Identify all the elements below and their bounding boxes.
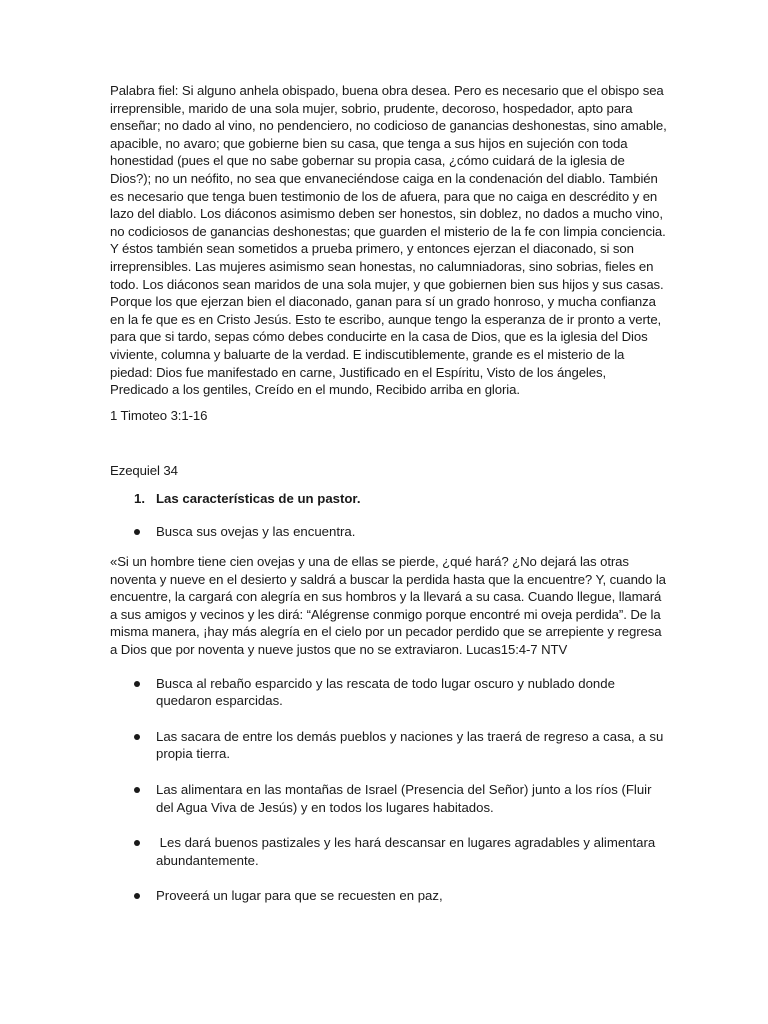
numbered-item-text: Las características de un pastor.	[156, 490, 361, 506]
list-item	[110, 523, 668, 541]
numbered-item	[110, 490, 668, 508]
list-item	[110, 781, 668, 816]
list-item	[110, 834, 668, 869]
scripture-passage: Palabra fiel: Si alguno anhela obispado, buena obra desea. Pero es necesario que el obispo sea irreprensible, marido de una sola mujer, sobrio, prudente, decoroso, hospedador, apto para enseñar; no dado al vino, no pendenciero, no codicioso de ganancias deshonestas, sino amable, apacible, no avaro; que gobierne bien su casa, que tenga a sus hijos en sujeción con toda honestidad (pues el que no sabe gobernar su propia casa, ¿cómo cuidará de la iglesia de Dios?); no un neófito, no sea que envaneciéndose caiga en la condenación del diablo. También es necesario que tenga buen testimonio de los de afuera, para que no caiga en descrédito y en lazo del diablo. Los diáconos asimismo deben ser honestos, sin doblez, no dados a mucho vino, no codiciosos de ganancias deshonestas; que guarden el misterio de la fe con limpia conciencia. Y éstos también sean sometidos a prueba primero, y entonces ejerzan el diaconado, si son irreprensibles. Las mujeres asimismo sean honestas, no calumniadoras, sino sobrias, fieles en todo. Los diáconos sean maridos de una sola mujer, y que gobiernen bien sus hijos y sus casas. Porque los que ejerzan bien el diaconado, ganan para sí un grado honroso, y mucha confianza en la fe que es en Cristo Jesús. Esto te escribo, aunque tengo la esperanza de ir pronto a verte, para que si tardo, sepas cómo debes conducirte en la casa de Dios, que es la iglesia del Dios viviente, columna y baluarte de la verdad. E indiscutiblemente, grande es el misterio de la piedad: Dios fue manifestado en carne, Justificado en el Espíritu, Visto de los ángeles, Predicado a los gentiles, Creído en el mundo, Recibido arriba en gloria.	[110, 83, 667, 398]
scripture-reference: 1 Timoteo 3:1-16	[110, 407, 208, 423]
list-item-text: Proveerá un lugar para que se recuesten en paz,	[156, 888, 443, 904]
list-item-text: Las alimentara en las montañas de Israel (Presencia del Señor) junto a los ríos (Fluir del Agua Viva de Jesús) y en todos los lugares habitados.	[156, 782, 652, 815]
list-item	[110, 675, 668, 710]
list-item-text: Las sacara de entre los demás pueblos y naciones y las traerá de regreso a casa, a su propia tierra.	[156, 728, 664, 762]
quote-passage: «Si un hombre tiene cien ovejas y una de ellas se pierde, ¿qué hará? ¿No dejará las otras noventa y nueve en el desierto y saldrá a buscar la perdida hasta que la encuentre? Y, cuando la encuentre, la cargará con alegría en sus hombros y la llevará a su casa. Cuando llegue, llamará a sus amigos y vecinos y les dirá: “Alégrense conmigo porque encontré mi oveja perdida”. De la misma manera, ¡hay más alegría en el cielo por un pecador perdido que se arrepiente y regresa a Dios que por noventa y nueve justos que no se extraviaron. Lucas15:4-7 NTV	[110, 554, 666, 658]
numbered-item-number: 1.	[134, 490, 145, 506]
list-item-text: Busca sus ovejas y las encuentra.	[156, 524, 356, 540]
list-item-text: Busca al rebaño esparcido y las rescata de todo lugar oscuro y nublado donde quedaron esparcidas.	[156, 675, 615, 709]
list-item-text: Les dará buenos pastizales y les hará descansar en lugares agradables y alimentara abundantemente.	[156, 835, 659, 868]
section-heading: Ezequiel 34	[110, 463, 178, 479]
list-item	[110, 728, 668, 763]
list-item	[110, 887, 668, 905]
